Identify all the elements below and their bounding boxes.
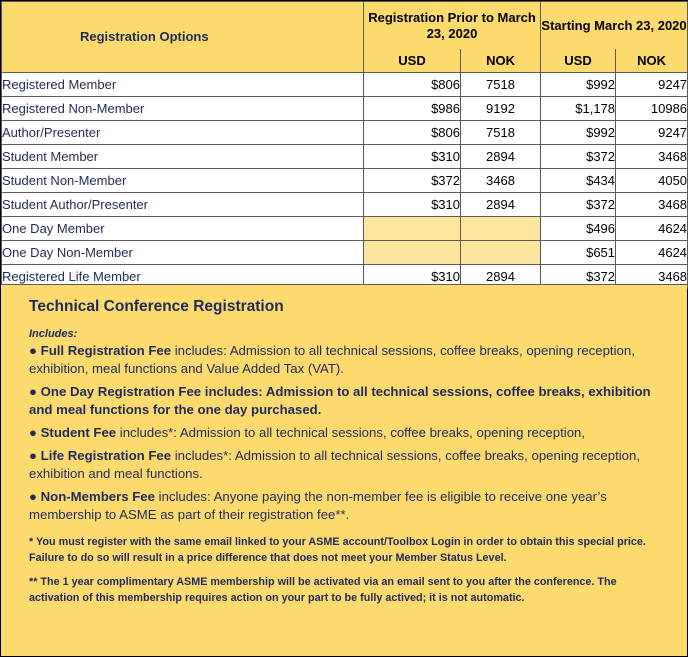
table-row xyxy=(2,193,688,217)
start-nok-cell: 4624 xyxy=(616,217,688,241)
start-usd-cell: $1,178 xyxy=(541,97,616,121)
prior-nok-cell: 9192 xyxy=(461,97,541,121)
start-nok-cell: 4050 xyxy=(616,169,688,193)
row-label: Registered Non-Member xyxy=(2,97,364,121)
prior-usd-cell: $310 xyxy=(364,265,461,289)
prior-usd-cell: $986 xyxy=(364,97,461,121)
fee-note-text: Admission to all technical sessions, coffee breaks, exhibition and meal functions for the one day purchased. xyxy=(29,384,651,417)
group-header-starting: Starting March 23, 2020 xyxy=(541,2,688,50)
table-row xyxy=(2,169,688,193)
footnote-membership: ** The 1 year complimentary ASME membership will be activated via an email sent to you after the conference. The activation of this membership requires action on your part to be fully actived; it is not automatic. xyxy=(29,576,617,604)
fee-note-text: includes*: Admission to all technical sessions, coffee breaks, opening reception, exhibition and meal functions. xyxy=(29,448,640,481)
start-usd-cell: $992 xyxy=(541,73,616,97)
prior-usd-cell: $372 xyxy=(364,169,461,193)
footnote-email: * You must register with the same email linked to your ASME account/Toolbox Login in order to obtain this special price. Failure to do so will result in a price difference that does not meet your Member Status Level. xyxy=(29,536,646,564)
col-header-nok: NOK xyxy=(461,49,541,73)
start-nok-cell: 3468 xyxy=(616,265,688,289)
prior-usd-cell: $806 xyxy=(364,73,461,97)
registration-table xyxy=(1,1,688,289)
table-row xyxy=(2,217,688,241)
prior-nok-cell: 2894 xyxy=(461,193,541,217)
row-label: Student Member xyxy=(2,145,364,169)
prior-usd-cell xyxy=(364,217,461,241)
table-row xyxy=(2,121,688,145)
fee-note-item xyxy=(29,447,667,483)
includes-label: Includes: xyxy=(29,328,78,340)
row-label: Registered Life Member xyxy=(2,265,364,289)
prior-usd-cell xyxy=(364,241,461,265)
prior-nok-cell: 2894 xyxy=(461,145,541,169)
row-label: One Day Non-Member xyxy=(2,241,364,265)
conference-notes xyxy=(1,284,687,656)
table-row xyxy=(2,145,688,169)
fee-note-item xyxy=(29,424,667,442)
fee-note-item xyxy=(29,383,667,419)
start-usd-cell: $372 xyxy=(541,193,616,217)
bullet-icon: ● xyxy=(29,343,37,358)
col-header-usd: USD xyxy=(364,49,461,73)
start-usd-cell: $651 xyxy=(541,241,616,265)
prior-nok-cell: 7518 xyxy=(461,121,541,145)
fee-note-lead: Full Registration Fee xyxy=(40,343,172,358)
bullet-icon: ● xyxy=(29,489,37,504)
col-header-nok: NOK xyxy=(616,49,688,73)
start-usd-cell: $434 xyxy=(541,169,616,193)
start-usd-cell: $992 xyxy=(541,121,616,145)
bullet-icon: ● xyxy=(29,448,37,463)
prior-usd-cell: $310 xyxy=(364,193,461,217)
start-nok-cell: 10986 xyxy=(616,97,688,121)
fee-note-lead: One Day Registration Fee includes: xyxy=(40,384,263,399)
prior-usd-cell: $310 xyxy=(364,145,461,169)
row-label: Registered Member xyxy=(2,73,364,97)
start-nok-cell: 4624 xyxy=(616,241,688,265)
fee-note-lead: Life Registration Fee xyxy=(40,448,172,463)
fee-note-text: includes: Admission to all technical sessions, coffee breaks, opening reception, exhibition, meal functions and Value Added Tax (VAT). xyxy=(29,343,635,376)
fee-note-item xyxy=(29,342,667,378)
start-usd-cell: $372 xyxy=(541,265,616,289)
start-usd-cell: $372 xyxy=(541,145,616,169)
fee-note-text: includes*: Admission to all technical sessions, coffee breaks, opening reception, xyxy=(116,425,586,440)
group-header-prior: Registration Prior to March 23, 2020 xyxy=(364,2,541,50)
start-usd-cell: $496 xyxy=(541,217,616,241)
row-label: Author/Presenter xyxy=(2,121,364,145)
bullet-icon: ● xyxy=(29,384,37,399)
bullet-icon: ● xyxy=(29,425,37,440)
fee-note-lead: Student Fee xyxy=(40,425,117,440)
prior-nok-cell: 7518 xyxy=(461,73,541,97)
row-label: One Day Member xyxy=(2,217,364,241)
row-label: Student Author/Presenter xyxy=(2,193,364,217)
fee-note-item xyxy=(29,488,667,524)
prior-nok-cell xyxy=(461,217,541,241)
table-row xyxy=(2,241,688,265)
prior-nok-cell xyxy=(461,241,541,265)
start-nok-cell: 9247 xyxy=(616,121,688,145)
col-header-usd: USD xyxy=(541,49,616,73)
fee-note-lead: Non-Members Fee xyxy=(40,489,155,504)
fee-note-text: includes: Anyone paying the non-member fee is eligible to receive one year’s membership to ASME as part of their registration fee**. xyxy=(29,489,607,522)
start-nok-cell: 9247 xyxy=(616,73,688,97)
prior-nok-cell: 2894 xyxy=(461,265,541,289)
table-row xyxy=(2,73,688,97)
row-label: Student Non-Member xyxy=(2,169,364,193)
notes-heading: Technical Conference Registration xyxy=(29,298,284,315)
prior-nok-cell: 3468 xyxy=(461,169,541,193)
table-title: Registration Options xyxy=(2,2,364,73)
prior-usd-cell: $806 xyxy=(364,121,461,145)
start-nok-cell: 3468 xyxy=(616,145,688,169)
table-row xyxy=(2,97,688,121)
start-nok-cell: 3468 xyxy=(616,193,688,217)
